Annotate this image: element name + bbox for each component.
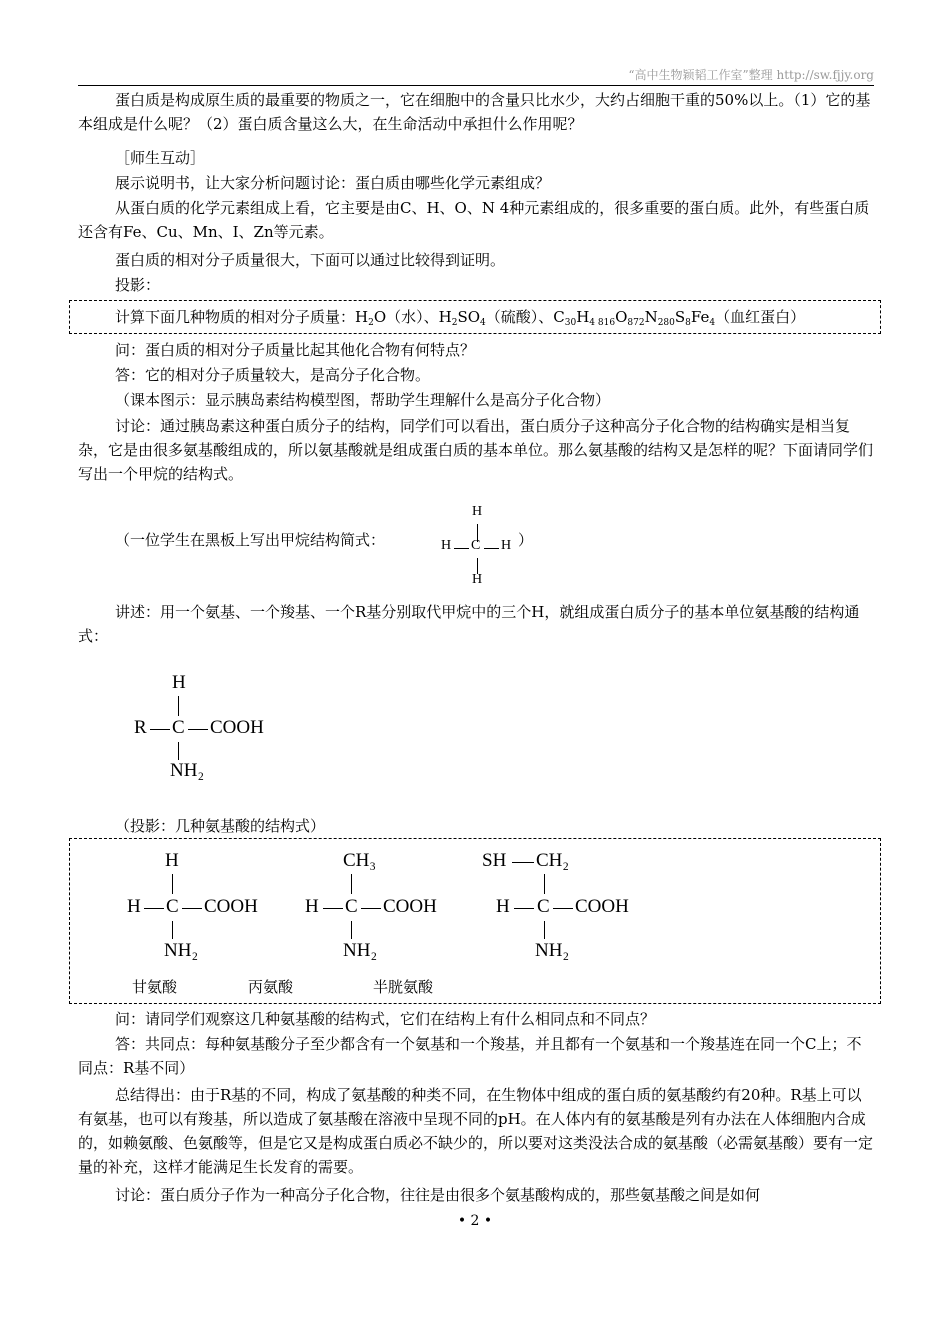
header-rule xyxy=(78,85,874,86)
methane-h-left: H xyxy=(441,538,452,553)
paragraph-question-elements: 展示说明书，让大家分析问题讨论：蛋白质由哪些化学元素组成？ xyxy=(115,174,551,192)
alanine-ch3: CH₃ xyxy=(343,850,377,871)
paragraph-summary: 总结得出：由于R基的不同，构成了氨基酸的种类不同，在生物体中组成的蛋白质的氨基酸约有20种。R基上可以有氨基，也可以有羧基，所以造成了氨基酸在溶液中呈现不同的pH。在人体内有的氨基酸是列有办法在人体细胞内合成的，如赖氨酸、色氨酸等，但是它又是构成蛋白质必不缺少的，所以要对这类没法合成的氨基酸（必需氨基酸）要有一定量的补充，这样才能满足生长发育的需要。 xyxy=(78,1086,874,1176)
methane-h-right: H xyxy=(501,538,512,553)
methane-c: C xyxy=(471,538,481,553)
paragraph-molecular-mass: 蛋白质的相对分子质量很大，下面可以通过比较得到证明。 xyxy=(115,251,506,269)
alanine-nh2: NH₂ xyxy=(343,940,378,961)
paragraph-methane-close: ） xyxy=(518,531,534,549)
methane-structure xyxy=(438,504,528,594)
paragraph-interaction: ［师生互动］ xyxy=(115,149,206,167)
paragraph-general-formula: 讲述：用一个氨基、一个羧基、一个R基分别取代甲烷中的三个H，就组成蛋白质分子的基本单位氨基酸的结构通式： xyxy=(78,603,860,645)
paragraph-question-compare: 问：请同学们观察这几种氨基酸的结构式，它们在结构上有什么相同点和不同点？ xyxy=(115,1010,656,1028)
glycine-c: C xyxy=(166,896,179,917)
paragraph-elements: 从蛋白质的化学元素组成上看，它主要是由C、H、O、N 4种元素组成的，很多重要的蛋白质。此外，有些蛋白质还含有Fe、Cu、Mn、I、Zn等元素。 xyxy=(78,199,870,241)
alanine-c: C xyxy=(345,896,358,917)
general-h: H xyxy=(172,672,186,693)
general-r: R xyxy=(134,717,147,738)
paragraph-projection: 投影： xyxy=(115,276,161,294)
glycine-h-top: H xyxy=(165,850,179,871)
alanine-cooh: COOH xyxy=(383,896,437,917)
glycine-structure xyxy=(125,848,285,963)
alanine-name: 丙氨酸 xyxy=(248,978,294,996)
general-nh2: NH₂ xyxy=(170,760,205,781)
page-number: • 2 • xyxy=(457,1213,493,1229)
alanine-structure xyxy=(303,848,463,963)
paragraph-intro: 蛋白质是构成原生质的最重要的物质之一，它在细胞中的含量只比水少，大约占细胞干重的50%以上。（1）它的基本组成是什么呢？（2）蛋白质含量这么大，在生命活动中承担什么作用呢？ xyxy=(78,91,871,133)
cysteine-sh: SH xyxy=(482,850,507,871)
glycine-cooh: COOH xyxy=(204,896,258,917)
cysteine-nh2: NH₂ xyxy=(535,940,570,961)
paragraph-methane-intro: （一位学生在黑板上写出甲烷结构简式： xyxy=(115,531,386,549)
alanine-h-left: H xyxy=(305,896,319,917)
amino-acid-general-formula xyxy=(132,670,292,790)
paragraph-discussion-insulin: 讨论：通过胰岛素这种蛋白质分子的结构，同学们可以看出，蛋白质分子这种高分子化合物的结构确实是相当复杂，它是由很多氨基酸组成的，所以氨基酸就是组成蛋白质的基本单位。那么氨基酸的结构又是怎样的呢？下面请同学们写出一个甲烷的结构式。 xyxy=(78,417,874,483)
general-c: C xyxy=(172,717,185,738)
paragraph-answer-mass: 答：它的相对分子质量较大，是高分子化合物。 xyxy=(115,366,431,384)
methane-h-bottom: H xyxy=(472,572,483,587)
paragraph-answer-compare: 答：共同点：每种氨基酸分子至少都含有一个氨基和一个羧基，并且都有一个氨基和一个羧基连在同一个C上；不同点：R基不同） xyxy=(78,1035,862,1077)
methane-h-top: H xyxy=(472,504,483,519)
page-header: “高中生物颖韬工作室”整理 http://sw.fjjy.org xyxy=(628,68,874,82)
cysteine-h-left: H xyxy=(496,896,510,917)
cysteine-cooh: COOH xyxy=(575,896,629,917)
glycine-name: 甘氨酸 xyxy=(132,978,178,996)
paragraph-textbook-figure: （课本图示：显示胰岛素结构模型图，帮助学生理解什么是高分子化合物） xyxy=(115,391,611,409)
cysteine-structure xyxy=(480,848,660,963)
cysteine-name: 半胱氨酸 xyxy=(373,978,434,996)
cysteine-ch2: CH₂ xyxy=(536,850,570,871)
general-cooh: COOH xyxy=(210,717,264,738)
calculation-text: 计算下面几种物质的相对分子质量：$H_2O$（水）、$H_2SO_4$（硫酸）、$C_{30}H_{4 816}O_{872}N_{280}S_8Fe_4$（血红蛋白） xyxy=(115,308,806,328)
cysteine-c: C xyxy=(537,896,550,917)
glycine-nh2: NH₂ xyxy=(164,940,199,961)
paragraph-question-mass: 问：蛋白质的相对分子质量比起其他化合物有何特点？ xyxy=(115,341,476,359)
paragraph-projection-amino: （投影：几种氨基酸的结构式） xyxy=(115,817,326,835)
glycine-h-left: H xyxy=(127,896,141,917)
paragraph-discussion-bond: 讨论：蛋白质分子作为一种高分子化合物，往往是由很多个氨基酸构成的，那些氨基酸之间是如何 xyxy=(115,1186,761,1204)
